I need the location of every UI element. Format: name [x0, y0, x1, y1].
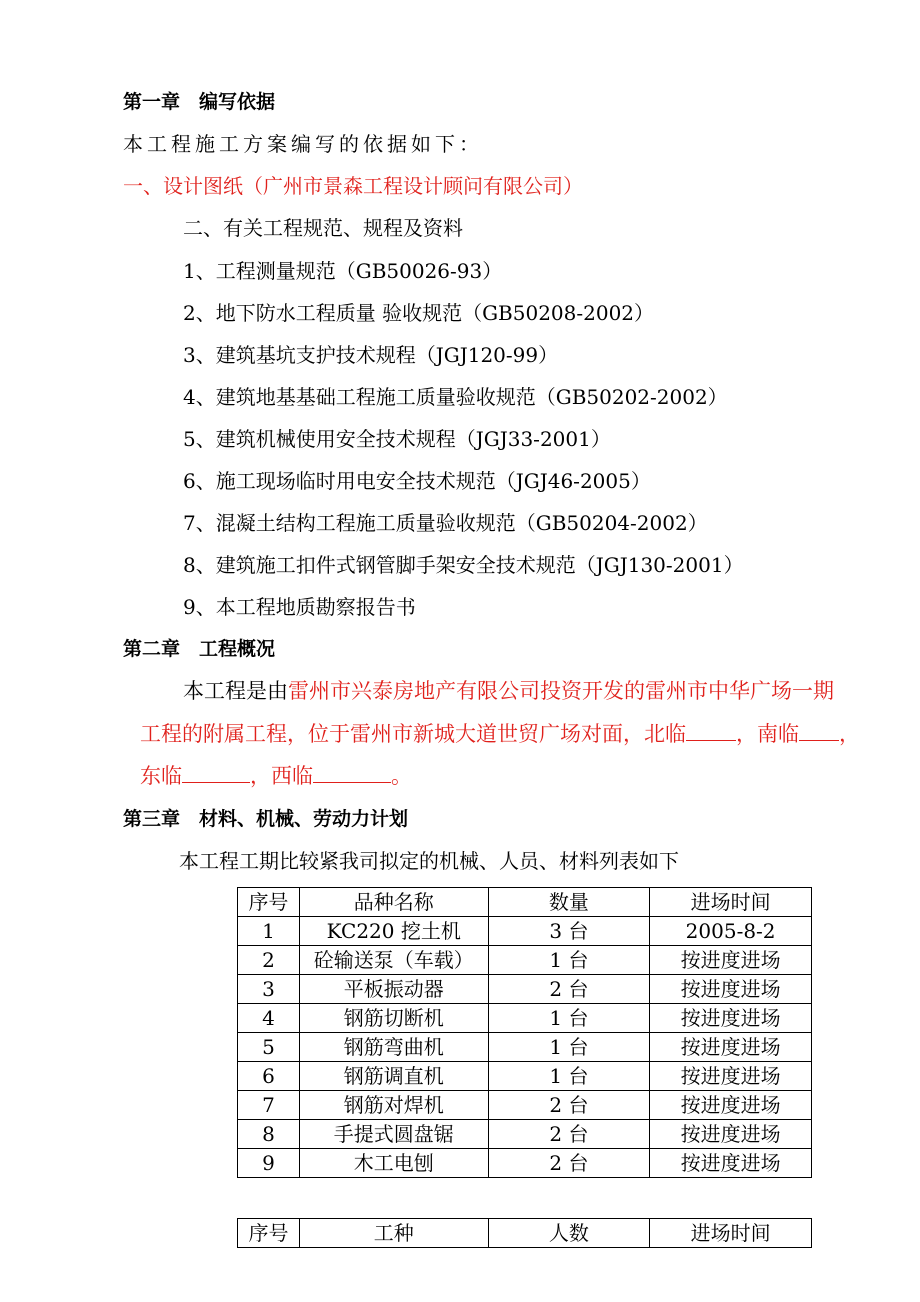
standard-item: 8、建筑施工扣件式钢管脚手架安全技术规范（JGJ130-2001） [183, 553, 744, 577]
table-cell: 1 台 [488, 1004, 650, 1033]
standard-item: 7、混凝土结构工程施工质量验收规范（GB50204-2002） [183, 511, 708, 535]
table-row [238, 917, 812, 946]
header-cell: 数量 [488, 888, 650, 917]
header-cell: 工种 [299, 1219, 488, 1248]
overview-comma: ， [839, 722, 860, 746]
header-cell: 进场时间 [650, 888, 812, 917]
table-cell: 按进度进场 [650, 1091, 812, 1120]
table-cell: KC220 挖土机 [299, 917, 488, 946]
overview-location: 工程的附属工程，位于雷州市新城大道世贸广场对面，北临 [140, 722, 686, 746]
table-row [238, 946, 812, 975]
table-cell: 2 台 [488, 1091, 650, 1120]
table-cell: 7 [238, 1091, 300, 1120]
table-cell: 2 台 [488, 1149, 650, 1178]
machine-table [237, 887, 812, 1178]
table-row [238, 1149, 812, 1178]
header-cell: 品种名称 [299, 888, 488, 917]
table-row [238, 1004, 812, 1033]
table-cell: 3 台 [488, 917, 650, 946]
chapter1-intro: 本工程施工方案编写的依据如下： [123, 132, 483, 156]
header-cell: 序号 [238, 888, 300, 917]
table-cell: 1 台 [488, 1062, 650, 1091]
header-cell: 人数 [488, 1219, 650, 1248]
south-label: ，南临 [736, 722, 799, 746]
east-blank [182, 764, 250, 783]
chapter3-title: 第三章 材料、机械、劳动力计划 [123, 808, 409, 830]
table-cell: 1 台 [488, 946, 650, 975]
table-cell: 按进度进场 [650, 1004, 812, 1033]
table-cell: 1 台 [488, 1033, 650, 1062]
overview-developer: 雷州市兴泰房地产有限公司投资开发的雷州市中华广场一期 [288, 679, 834, 703]
table-cell: 2005-8-2 [650, 917, 812, 946]
north-blank [686, 722, 736, 741]
chapter3-intro: 本工程工期比较紧我司拟定的机械、人员、材料列表如下 [179, 849, 679, 873]
standard-item: 1、工程测量规范（GB50026-93） [183, 259, 503, 283]
table-cell: 2 [238, 946, 300, 975]
overview-line-1 [183, 679, 834, 703]
table-row [238, 1062, 812, 1091]
table-cell: 平板振动器 [299, 975, 488, 1004]
overview-line-3 [140, 764, 412, 788]
table-row [238, 1033, 812, 1062]
table-cell: 4 [238, 1004, 300, 1033]
overview-period: 。 [391, 764, 412, 788]
table-cell: 6 [238, 1062, 300, 1091]
standard-item: 2、地下防水工程质量 验收规范（GB50208-2002） [183, 301, 655, 325]
table-cell: 钢筋对焊机 [299, 1091, 488, 1120]
basis-design-drawings: 一、设计图纸（广州市景森工程设计顾问有限公司） [123, 174, 583, 198]
table-cell: 1 [238, 917, 300, 946]
table-cell: 木工电刨 [299, 1149, 488, 1178]
table-cell: 按进度进场 [650, 1062, 812, 1091]
table-cell: 钢筋切断机 [299, 1004, 488, 1033]
standard-item: 4、建筑地基基础工程施工质量验收规范（GB50202-2002） [183, 385, 728, 409]
west-label: ，西临 [250, 764, 313, 788]
table-cell: 9 [238, 1149, 300, 1178]
table-cell: 钢筋弯曲机 [299, 1033, 488, 1062]
table-cell: 按进度进场 [650, 946, 812, 975]
chapter2-title: 第二章 工程概况 [123, 638, 276, 660]
basis-standards-heading: 二、有关工程规范、规程及资料 [183, 216, 463, 240]
table-cell: 按进度进场 [650, 1120, 812, 1149]
table-header-row [238, 888, 812, 917]
labor-table [237, 1218, 812, 1248]
table-cell: 砼输送泵（车载） [299, 946, 488, 975]
table-header-row [238, 1219, 812, 1248]
standard-item: 3、建筑基坑支护技术规程（JGJ120-99） [183, 343, 559, 367]
header-cell: 序号 [238, 1219, 300, 1248]
table-row [238, 975, 812, 1004]
header-cell: 进场时间 [650, 1219, 812, 1248]
table-cell: 手提式圆盘锯 [299, 1120, 488, 1149]
table-cell: 3 [238, 975, 300, 1004]
table-cell: 2 台 [488, 1120, 650, 1149]
table-cell: 2 台 [488, 975, 650, 1004]
overview-prefix: 本工程是由 [183, 679, 288, 703]
table-cell: 钢筋调直机 [299, 1062, 488, 1091]
table-cell: 8 [238, 1120, 300, 1149]
table-cell: 按进度进场 [650, 1149, 812, 1178]
table-cell: 5 [238, 1033, 300, 1062]
overview-line-2 [140, 722, 860, 746]
table-row [238, 1091, 812, 1120]
table-cell: 按进度进场 [650, 975, 812, 1004]
south-blank [799, 722, 839, 741]
east-label: 东临 [140, 764, 182, 788]
table-row [238, 1120, 812, 1149]
standard-item: 9、本工程地质勘察报告书 [183, 595, 416, 619]
table-cell: 按进度进场 [650, 1033, 812, 1062]
chapter1-title: 第一章 编写依据 [123, 91, 276, 113]
standard-item: 5、建筑机械使用安全技术规程（JGJ33-2001） [183, 427, 611, 451]
standard-item: 6、施工现场临时用电安全技术规范（JGJ46-2005） [183, 469, 651, 493]
west-blank [313, 764, 391, 783]
